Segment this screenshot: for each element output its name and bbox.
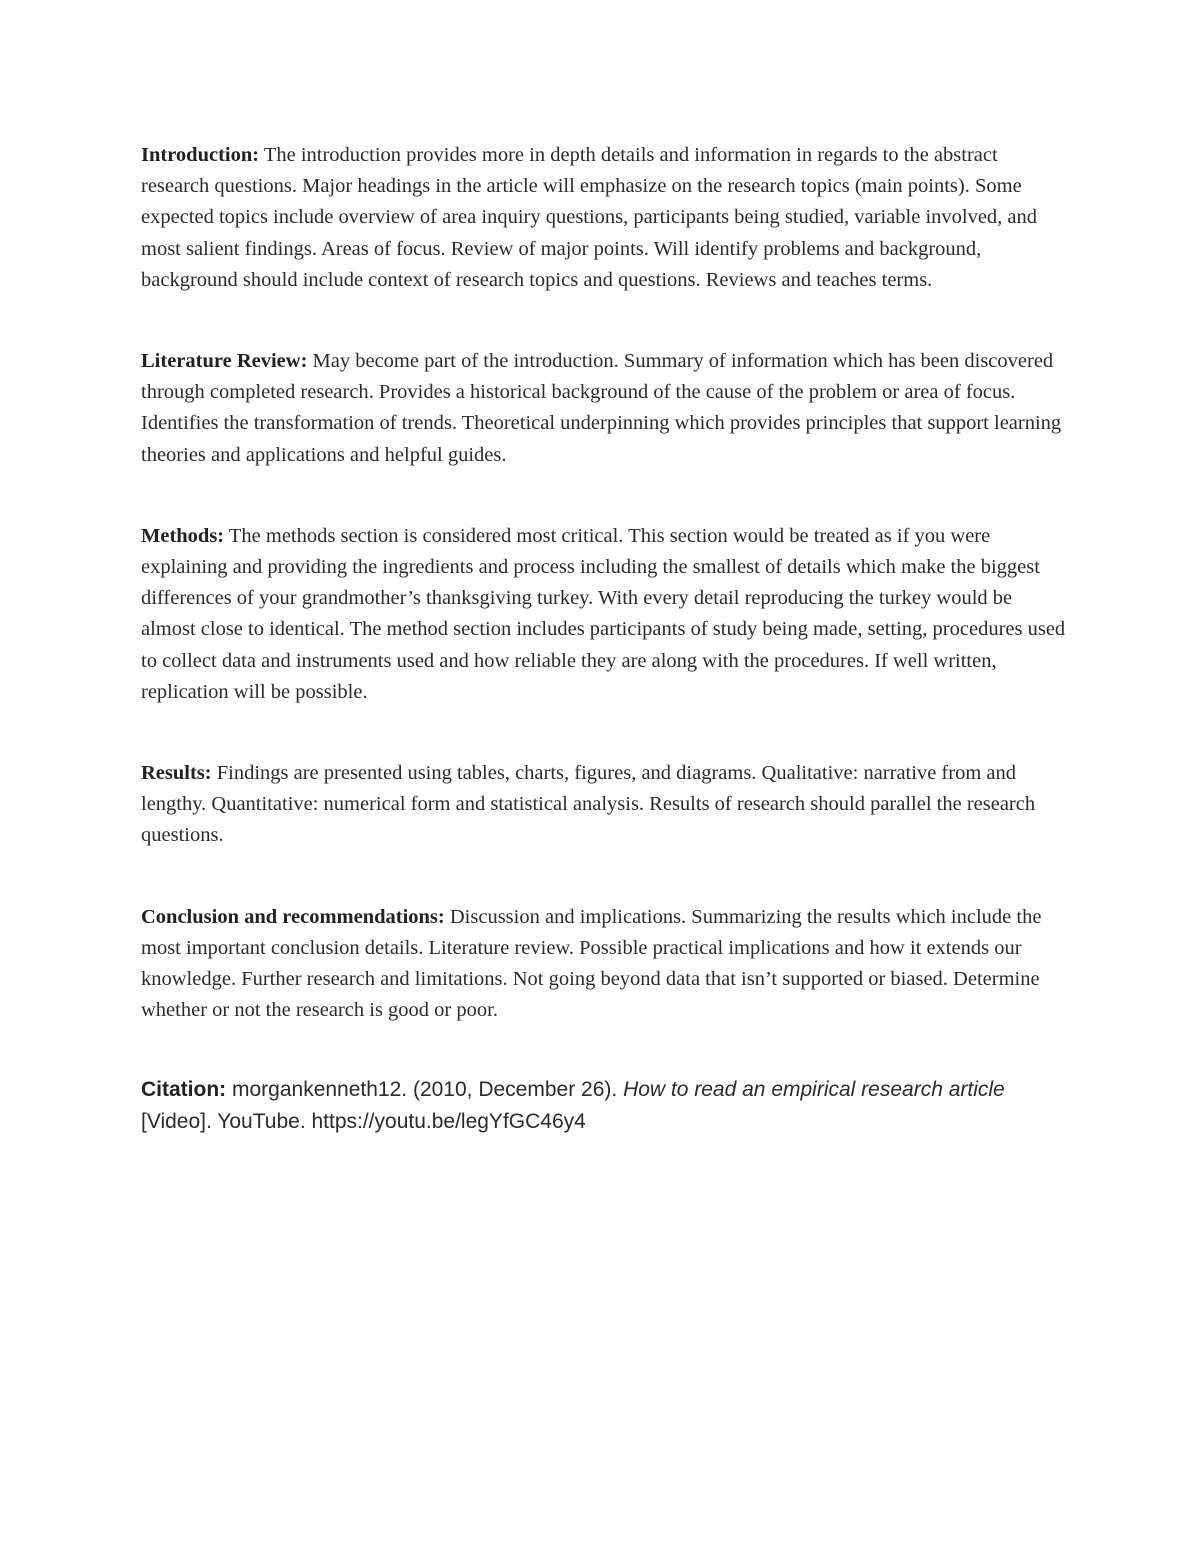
section-literature-review [141,346,1066,471]
section-heading: Introduction: [141,144,260,166]
section-text: The methods section is considered most critical. This section would be treated as if you were explaining and providing the ingredients and process including the smallest of details which make the biggest differences of your grandmother’s thanksgiving turkey. With every detail reproducing the turkey would be almost close to identical. The method section includes participants of study being made, setting, procedures used to collect data and instruments used and how reliable they are along with the procedures. If well written, replication will be possible. [141,524,1066,703]
section-methods [141,521,1066,708]
section-results [141,758,1066,852]
citation-title: How to read an empirical research article [623,1078,1005,1102]
citation [141,1074,1066,1136]
section-heading: Results: [141,762,212,785]
document-body [141,140,1066,1137]
citation-prefix: morgankenneth12. (2010, December 26). [226,1078,624,1102]
section-heading: Literature Review: [141,350,308,373]
section-text: Discussion and implications. Summarizing the results which include the most important conclusion details. Literature review. Possible practical implications and how it extends our knowledge. Further research and limitations. Not going beyond data that isn’t supported or biased. Determine whether or not the research is good or poor. [141,905,1042,1022]
citation-suffix: [Video]. YouTube. https://youtu.be/legYfGC46y4 [141,1109,586,1133]
section-heading: Conclusion and recommendations: [141,905,445,928]
section-introduction [141,140,1066,296]
citation-heading: Citation: [141,1078,227,1102]
section-text: The introduction provides more in depth details and information in regards to the abstract research questions. Major headings in the article will emphasize on the research topics (main points). Some expected topics include overview of area inquiry questions, participants being studied, variable involved, and most salient findings. Areas of focus. Review of major points. Will identify problems and background, background should include context of research topics and questions. Reviews and teaches terms. [141,144,1038,291]
section-text: May become part of the introduction. Summary of information which has been discovered through completed research. Provides a historical background of the cause of the problem or area of focus. Identifies the transformation of trends. Theoretical underpinning which provides principles that support learning theories and applications and helpful guides. [141,350,1062,466]
section-text: Findings are presented using tables, charts, figures, and diagrams. Qualitative: narrative from and lengthy. Quantitative: numerical form and statistical analysis. Results of research should parallel the research questions. [141,762,1036,847]
section-heading: Methods: [141,524,225,547]
section-conclusion [141,902,1066,1027]
